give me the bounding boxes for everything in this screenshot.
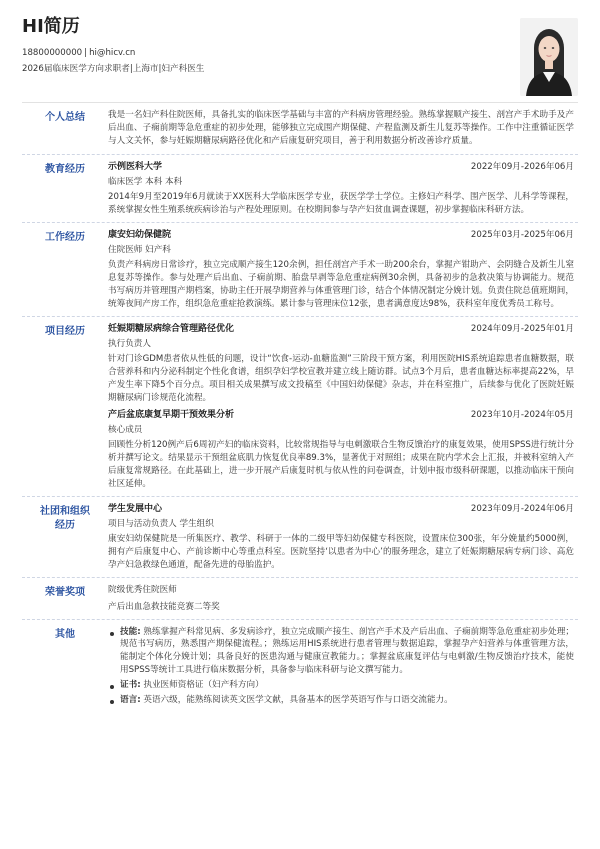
others-title: 其他 xyxy=(55,628,75,640)
education-section xyxy=(22,154,578,222)
summary-text: 我是一名妇产科住院医师，具备扎实的临床医学基础与丰富的产科病房管理经验。熟练掌握顺产接生、剖宫产手术助手及产后出血、子痫前期等急危重症的初步处理，能够独立完成围产期保健、产程监测及新生儿复苏等操作。工作中注重循证医学与人文关怀，参与妊娠期糖尿病路径优化和产后康复研究项目，善于利用数据分析改善诊疗质量。 xyxy=(108,110,574,146)
degree-line: 临床医学 本科 本科 xyxy=(108,177,183,188)
intent-graduate: 2026届临床医学方向求职者 xyxy=(22,63,130,74)
project-date: 2024年09月-2025年01月 xyxy=(470,323,574,334)
others-list xyxy=(108,626,574,707)
organization-date: 2023年09月-2024年06月 xyxy=(470,503,574,514)
project-item xyxy=(108,409,574,491)
project-description: 回顾性分析120例产后6周初产妇的临床资料，比较常规指导与电刺激联合生物反馈治疗的康复效果，使用SPSS进行统计分析并撰写论文。结果显示干预组盆底肌力恢复优良率89.3%，显著优于对照组；成果在院内学术会上汇报，并被科室纳入产后康复常规路径。在此基础上，进一步开展产后康复时机与依从性的问卷调查，计划申报市级科研课题，以推动临床干预向社区延伸。 xyxy=(108,440,574,489)
employer-name: 康安妇幼保健院 xyxy=(108,229,172,240)
organization-title-line1: 社团和组织 xyxy=(40,505,90,517)
phone-number: 18800000000 xyxy=(22,48,83,58)
project-role: 执行负责人 xyxy=(108,339,151,350)
intent-role: 妇产科医生 xyxy=(161,63,205,74)
others-label: 证书: xyxy=(120,680,141,691)
work-role: 住院医师 妇产科 xyxy=(108,245,171,256)
work-date: 2025年03月-2025年06月 xyxy=(470,229,574,240)
others-label: 语言: xyxy=(120,695,141,705)
others-text: 执业医师资格证（妇产科方向） xyxy=(143,680,264,691)
summary-section xyxy=(22,102,578,154)
bullet-icon xyxy=(110,632,114,636)
project-role: 核心成员 xyxy=(108,425,143,436)
avatar-photo xyxy=(520,18,578,96)
school-name: 示例医科大学 xyxy=(108,161,163,172)
bullet-icon xyxy=(110,685,114,689)
summary-title: 个人总结 xyxy=(45,112,85,123)
project-name: 产后盆底康复早期干预效果分析 xyxy=(108,409,235,420)
list-item xyxy=(108,626,574,678)
organization-name: 学生发展中心 xyxy=(108,503,163,514)
others-label: 技能: xyxy=(120,626,141,637)
awards-section xyxy=(22,577,578,619)
work-title: 工作经历 xyxy=(45,231,85,243)
project-item xyxy=(108,323,574,405)
project-description: 针对门诊GDM患者依从性低的问题，设计“饮食-运动-血糖监测”三阶段干预方案，利用医院HIS系统追踪患者血糖数据，联合营养科和内分泌科制定个性化食谱，组织孕妇学校宣教并建立线上随访群。试点3个月后，患者血糖达标率提高22%，早产发生率下降5个百分点。项目相关成果撰写成文投稿至《中国妇幼保健》杂志，并在科室推广，后续参与优化了医院妊娠期糖尿病门诊规范化流程。 xyxy=(108,354,574,403)
list-item xyxy=(108,694,574,707)
organization-section xyxy=(22,496,578,577)
portrait-image xyxy=(520,18,578,96)
email-address: hi@hicv.cn xyxy=(89,48,136,58)
organization-role: 项目与活动负责人 学生组织 xyxy=(108,519,214,530)
contact-line xyxy=(22,47,578,60)
bullet-icon xyxy=(110,700,114,704)
job-intent-line xyxy=(22,63,578,76)
resume-header xyxy=(22,16,578,102)
list-item xyxy=(108,679,574,692)
work-description: 负责产科病房日常诊疗，独立完成顺产接生120余例，担任剖宫产手术一助200余台，掌握产钳助产、会阴缝合及新生儿窒息复苏等操作。参与处理产后出血、子痫前期、胎盘早剥等急危重症病例30余例，具备初步的急救决策与协调能力。规范书写病历并管理围产期档案，协助主任开展孕期营养与体重管理门诊，结合个体情况制定分娩计划。负责住院总值班期间，统筹夜间产房工作，组织急危重症抢救演练。累计参与管理床位12张，患者满意度达98%，获科室年度优秀员工称号。 xyxy=(108,260,574,309)
separator: | xyxy=(129,63,133,74)
organization-description: 康安妇幼保健院是一所集医疗、教学、科研于一体的二级甲等妇幼保健专科医院，设置床位300张，年分娩量约5000例，拥有产后康复中心、产前诊断中心等重点科室。医院坚持‘以患者为中心’的服务理念，建立了妊娠期糖尿病专病门诊、高危孕产妇急救绿色通道，配备先进的母胎监护。 xyxy=(108,534,574,570)
awards-title: 荣誉奖项 xyxy=(45,586,85,598)
organization-title-line2: 经历 xyxy=(55,519,75,531)
project-date: 2023年10月-2024年05月 xyxy=(470,409,574,420)
work-section xyxy=(22,222,578,316)
intent-city: 上海市 xyxy=(132,63,159,74)
others-text: 熟练掌握产科常见病、多发病诊疗，独立完成顺产接生、剖宫产手术及产后出血、子痫前期等急危重症初步处理；规范书写病历，熟悉围产期保健流程。；熟练运用HIS系统进行患者管理与数据追踪，掌握孕产妇营养与体重管理方法，能制定个体化分娩计划；具备良好的医患沟通与健康宣教能力。；掌握盆底康复评估与电刺激/生物反馈治疗技术，能使用SPSS等统计工具进行临床数据分析，具备参与临床科研与论文撰写能力。 xyxy=(120,626,574,676)
projects-title: 项目经历 xyxy=(45,325,85,337)
education-description: 2014年9月至2019年6月就读于XX医科大学临床医学专业，获医学学士学位。主修妇产科学、围产医学、儿科学等课程，系统掌握女性生殖系统疾病诊治与产程处理原则。在校期间参与孕产妇贫血调查课题，初步掌握临床科研方法。 xyxy=(108,192,574,215)
candidate-name: HI简历 xyxy=(22,16,80,37)
others-text: 英语六级，能熟练阅读英文医学文献，具备基本的医学英语写作与口语交流能力。 xyxy=(143,695,453,705)
education-title: 教育经历 xyxy=(45,163,85,175)
separator: | xyxy=(158,63,162,74)
award-item: 院级优秀住院医师 xyxy=(108,584,177,595)
education-date: 2022年09月-2026年06月 xyxy=(470,161,574,172)
projects-section xyxy=(22,316,578,496)
organization-title xyxy=(22,503,108,572)
others-section xyxy=(22,619,578,714)
award-item: 产后出血急救技能竞赛二等奖 xyxy=(108,601,220,612)
separator: | xyxy=(84,48,88,58)
project-name: 妊娠期糖尿病综合管理路径优化 xyxy=(108,323,235,334)
